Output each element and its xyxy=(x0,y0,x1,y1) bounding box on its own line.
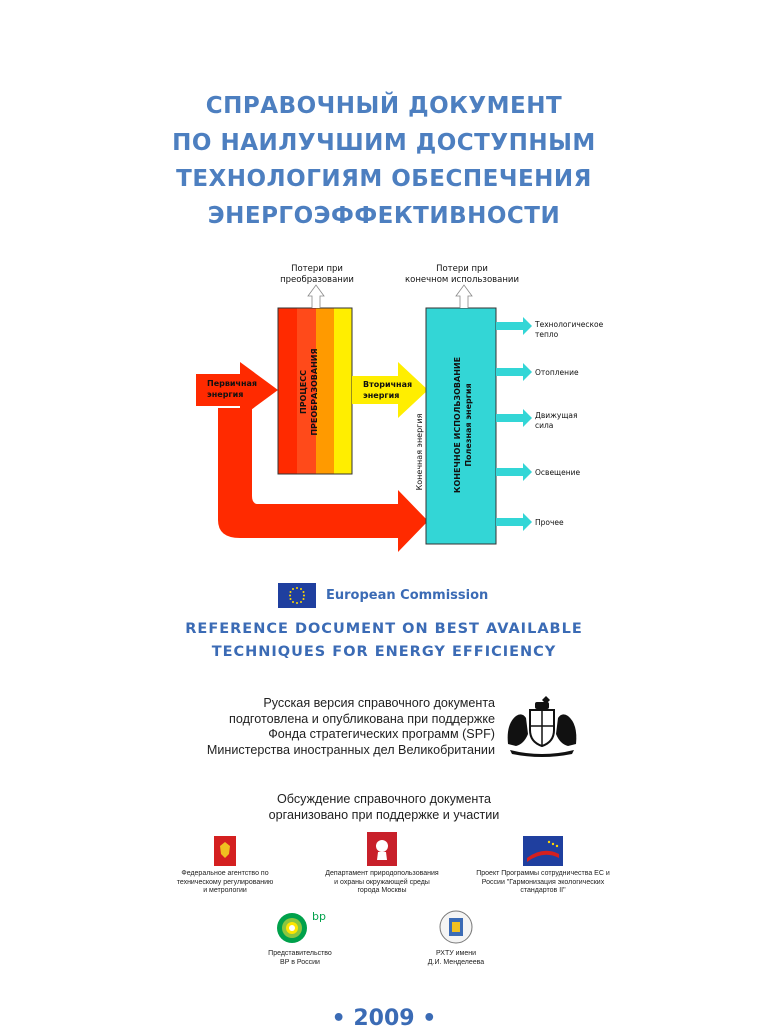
russian-emblem-icon xyxy=(214,836,236,866)
conversion-loss-arrow xyxy=(308,285,324,308)
title-line: ПО НАИЛУЧШИМ ДОСТУПНЫМ xyxy=(172,129,596,156)
university-emblem-icon xyxy=(439,908,473,946)
output-label: Освещение xyxy=(535,468,581,477)
publication-year: • 2009 • xyxy=(331,1006,437,1031)
conversion-process-label: ПРОЦЕСС xyxy=(299,370,308,414)
discussion-line: Обсуждение справочного документа xyxy=(276,792,492,806)
final-energy-label: Конечная энергия xyxy=(415,413,424,491)
output-arrow xyxy=(496,463,532,481)
end-use-loss-label: конечном использовании xyxy=(405,275,519,285)
partner-name: города Москвы xyxy=(357,887,407,895)
eu-russia-flag-icon xyxy=(523,836,563,866)
output-arrow xyxy=(496,409,532,427)
european-commission-logo xyxy=(278,582,488,608)
end-use-label: КОНЕЧНОЕ ИСПОЛЬЗОВАНИЕ xyxy=(453,356,462,494)
title-line: СПРАВОЧНЫЙ ДОКУМЕНТ xyxy=(205,93,563,119)
end-use-loss-label: Потери при xyxy=(436,264,488,274)
partner-mendeleev-university xyxy=(408,908,504,967)
english-title-line: TECHNIQUES FOR ENERGY EFFICIENCY xyxy=(211,644,557,660)
partner-eu-russia-project xyxy=(464,836,622,896)
bp-logo-icon xyxy=(270,906,330,946)
primary-energy-label: Первичная xyxy=(207,379,258,388)
partner-rosstandart xyxy=(164,836,286,896)
primary-energy-label: энергия xyxy=(207,390,244,399)
end-use-loss-arrow xyxy=(456,285,472,308)
partner-name: и охраны окружающей среды xyxy=(334,878,430,886)
english-title-line: REFERENCE DOCUMENT ON BEST AVAILABLE xyxy=(185,621,583,637)
english-title xyxy=(0,618,768,664)
partner-name: Проект Программы сотрудничества ЕС и xyxy=(476,870,610,877)
output-arrow xyxy=(496,317,532,335)
european-commission-label: European Commission xyxy=(326,587,489,603)
uk-coat-of-arms-icon xyxy=(502,694,582,758)
output-label: Движущая xyxy=(535,411,578,420)
conversion-process-label: ПРЕОБРАЗОВАНИЯ xyxy=(310,348,319,436)
partner-name: техническому регулированию xyxy=(176,878,274,886)
moscow-emblem-icon xyxy=(367,832,397,866)
partner-name: BP в России xyxy=(280,958,320,966)
partner-name: РХТУ имени xyxy=(435,950,477,957)
secondary-energy-label: Вторичная xyxy=(363,380,413,389)
partner-name: Д.И. Менделеева xyxy=(427,958,485,966)
partner-name: Департамент природопользования xyxy=(325,870,439,877)
support-statement xyxy=(190,696,495,758)
support-line: Фонда стратегических программ (SPF) xyxy=(268,727,495,741)
eu-flag-icon xyxy=(278,583,316,608)
title-line: ЭНЕРГОЭФФЕКТИВНОСТИ xyxy=(207,202,561,229)
title-line: ТЕХНОЛОГИЯМ ОБЕСПЕЧЕНИЯ xyxy=(176,166,592,192)
output-label: Технологическое xyxy=(535,320,604,329)
partner-moscow-ecology xyxy=(314,832,450,896)
secondary-energy-label: энергия xyxy=(363,391,400,400)
secondary-energy-arrow xyxy=(352,362,428,418)
discussion-line: организовано при поддержке и участии xyxy=(268,807,500,822)
output-arrow xyxy=(496,513,532,531)
conversion-loss-label: Потери при xyxy=(291,264,343,274)
output-arrow xyxy=(496,363,532,381)
output-label: Прочее xyxy=(535,518,564,527)
document-title xyxy=(0,88,768,234)
partner-name: Федеральное агентство по xyxy=(181,870,269,877)
useful-energy-label: Полезная энергия xyxy=(464,383,473,467)
support-line: подготовлена и опубликована при поддержке xyxy=(229,711,495,726)
partner-name: Представительство xyxy=(268,950,332,957)
support-line: Русская версия справочного документа xyxy=(263,696,495,710)
discussion-note xyxy=(0,792,768,823)
support-line: Министерства иностранных дел Великобритании xyxy=(206,742,495,757)
svg-text:bp: bp xyxy=(312,910,326,923)
output-label: Отопление xyxy=(535,368,579,377)
partner-name: стандартов II" xyxy=(520,887,566,895)
partner-bp-russia xyxy=(250,906,350,967)
partner-name: России "Гармонизация экологических xyxy=(481,878,605,886)
output-label: сила xyxy=(535,421,554,430)
energy-flow-diagram xyxy=(190,255,610,555)
partner-name: и метрологии xyxy=(203,887,247,895)
output-label: тепло xyxy=(535,330,559,339)
conversion-loss-label: преобразовании xyxy=(280,275,354,285)
